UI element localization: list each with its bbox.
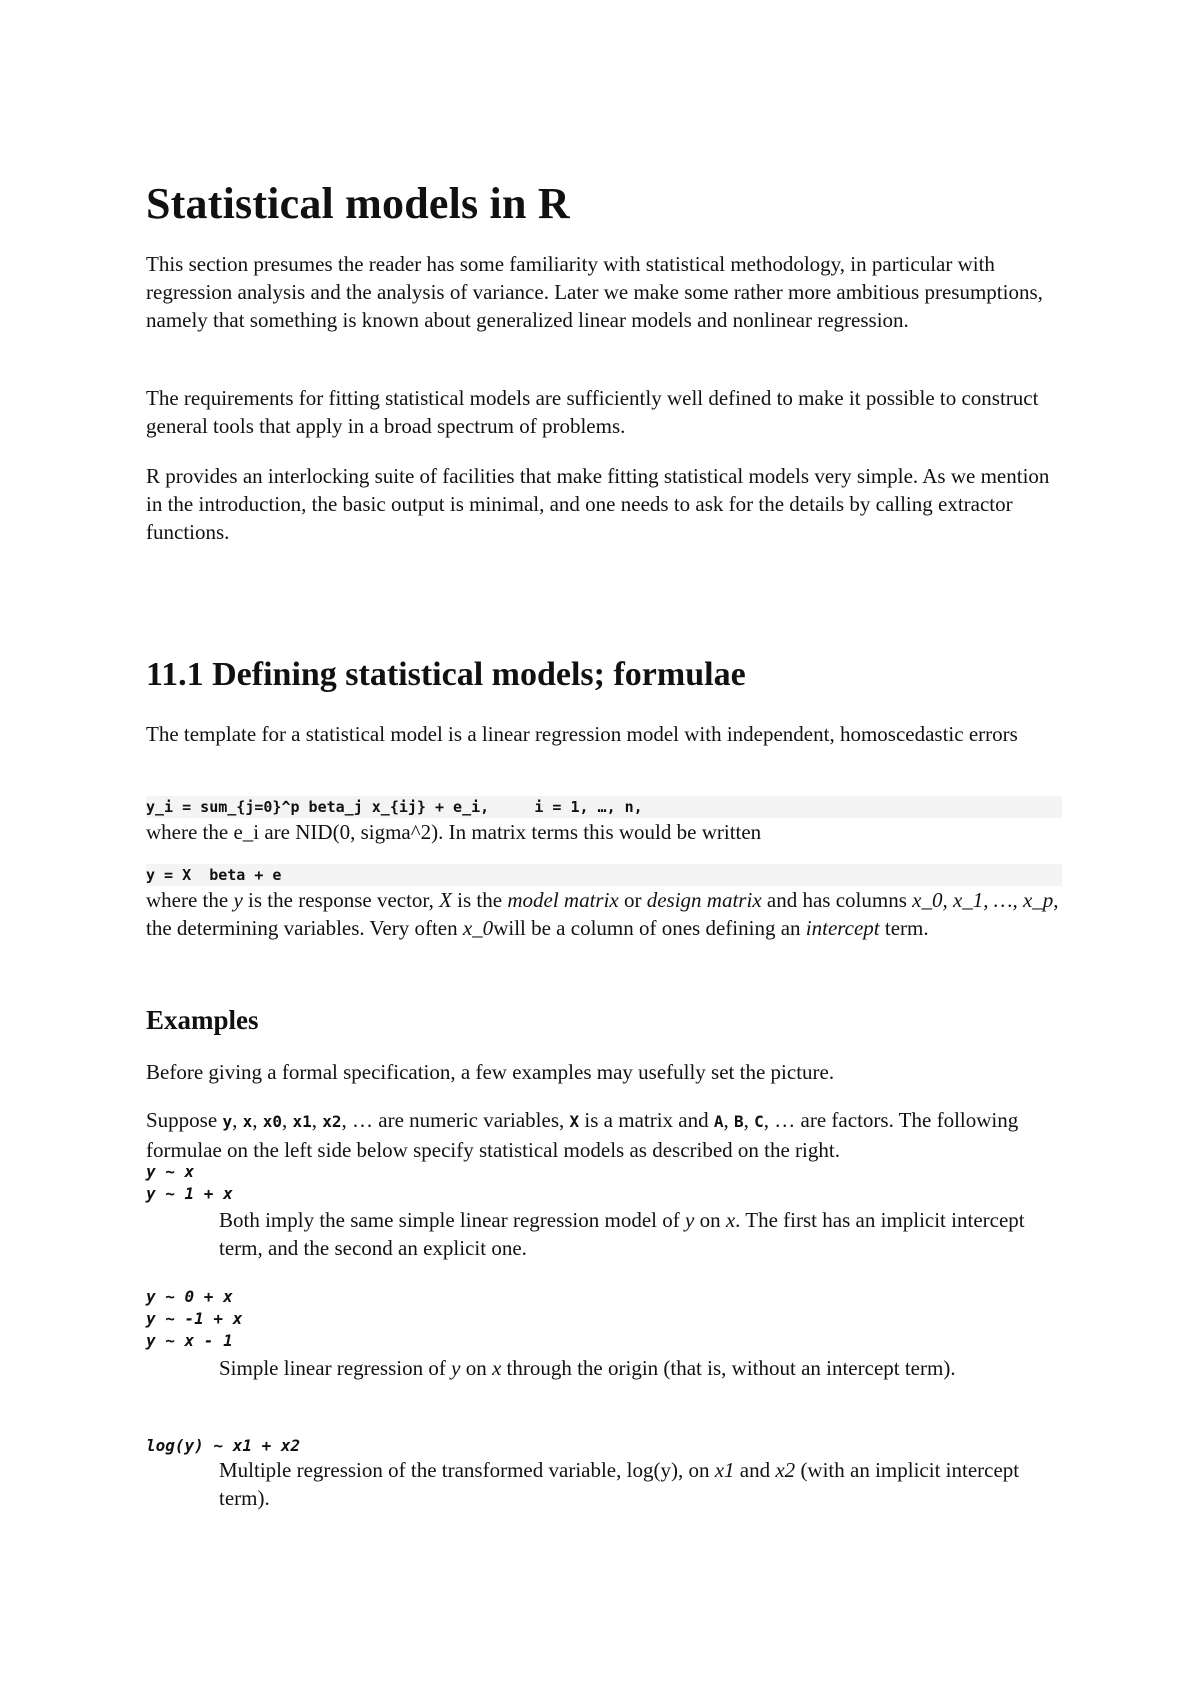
formula-y-minus1-plus-x: y ~ -1 + x — [146, 1309, 243, 1328]
var-x0: x_0 — [462, 916, 494, 940]
formula-description-1: Both imply the same simple linear regression model of y on x. The first has an implicit intercept term, and the second an explicit one. — [219, 1208, 1025, 1260]
section-paragraph-1: The template for a statistical model is a linear regression model with independent, homoscedastic errors — [146, 722, 1018, 746]
intro-paragraph-3: R provides an interlocking suite of facilities that make fitting statistical models very simple. As we mention in the introduction, the basic output is minimal, and one needs to ask for the details by calling extractor functions. — [146, 464, 1050, 544]
formula-y-x: y ~ x — [146, 1162, 195, 1181]
page-title: Statistical models in R — [146, 179, 570, 228]
formula-description-2: Simple linear regression of y on x through the origin (that is, without an intercept term). — [219, 1356, 956, 1380]
term-model-matrix: model matrix — [507, 888, 619, 912]
examples-heading: Examples — [146, 1005, 259, 1035]
term-design-matrix: design matrix — [646, 888, 762, 912]
formula-log-y: log(y) ~ x1 + x2 — [146, 1436, 301, 1455]
intro-paragraph-2: The requirements for fitting statistical models are sufficiently well defined to make it possible to construct general tools that apply in a broad spectrum of problems. — [146, 386, 1039, 438]
section-paragraph-2: where the e_i are NID(0, sigma^2). In matrix terms this would be written — [146, 820, 762, 844]
examples-paragraph-2: Suppose y, x, x0, x1, x2, … are numeric variables, X is a matrix and A, B, C, … are factors. The following formulae on the left side below specify statistical models as described on the right. — [146, 1108, 1019, 1162]
formula-y-0-plus-x: y ~ 0 + x — [146, 1287, 233, 1306]
section-heading: 11.1 Defining statistical models; formulae — [146, 656, 746, 693]
var-X: X — [439, 888, 452, 912]
code-block-matrix: y = X beta + e — [146, 864, 1062, 886]
intro-paragraph-1: This section presumes the reader has some familiarity with statistical methodology, in particular with regression analysis and the analysis of variance. Later we make some rather more ambitious presumptions, namely that something is known about generalized linear models and nonlinear regression. — [146, 252, 1043, 332]
examples-paragraph-1: Before giving a formal specification, a few examples may usefully set the picture. — [146, 1060, 835, 1084]
var-columns: x_0, x_1, …, x_p — [912, 888, 1054, 912]
var-y: y — [233, 888, 243, 912]
term-intercept: intercept — [805, 916, 880, 940]
formula-y-x-minus-1: y ~ x - 1 — [146, 1331, 233, 1350]
formula-description-3: Multiple regression of the transformed variable, log(y), on x1 and x2 (with an implicit intercept term). — [219, 1458, 1020, 1510]
formula-y-1-plus-x: y ~ 1 + x — [146, 1184, 233, 1203]
section-paragraph-3: where the y is the response vector, X is the model matrix or design matrix and has columns x_0, x_1, …, x_p, the determining variables. Very often x_0will be a column of ones defining an intercept term. — [146, 888, 1059, 940]
code-block-regression: y_i = sum_{j=0}^p beta_j x_{ij} + e_i, i = 1, …, n, — [146, 796, 1062, 818]
